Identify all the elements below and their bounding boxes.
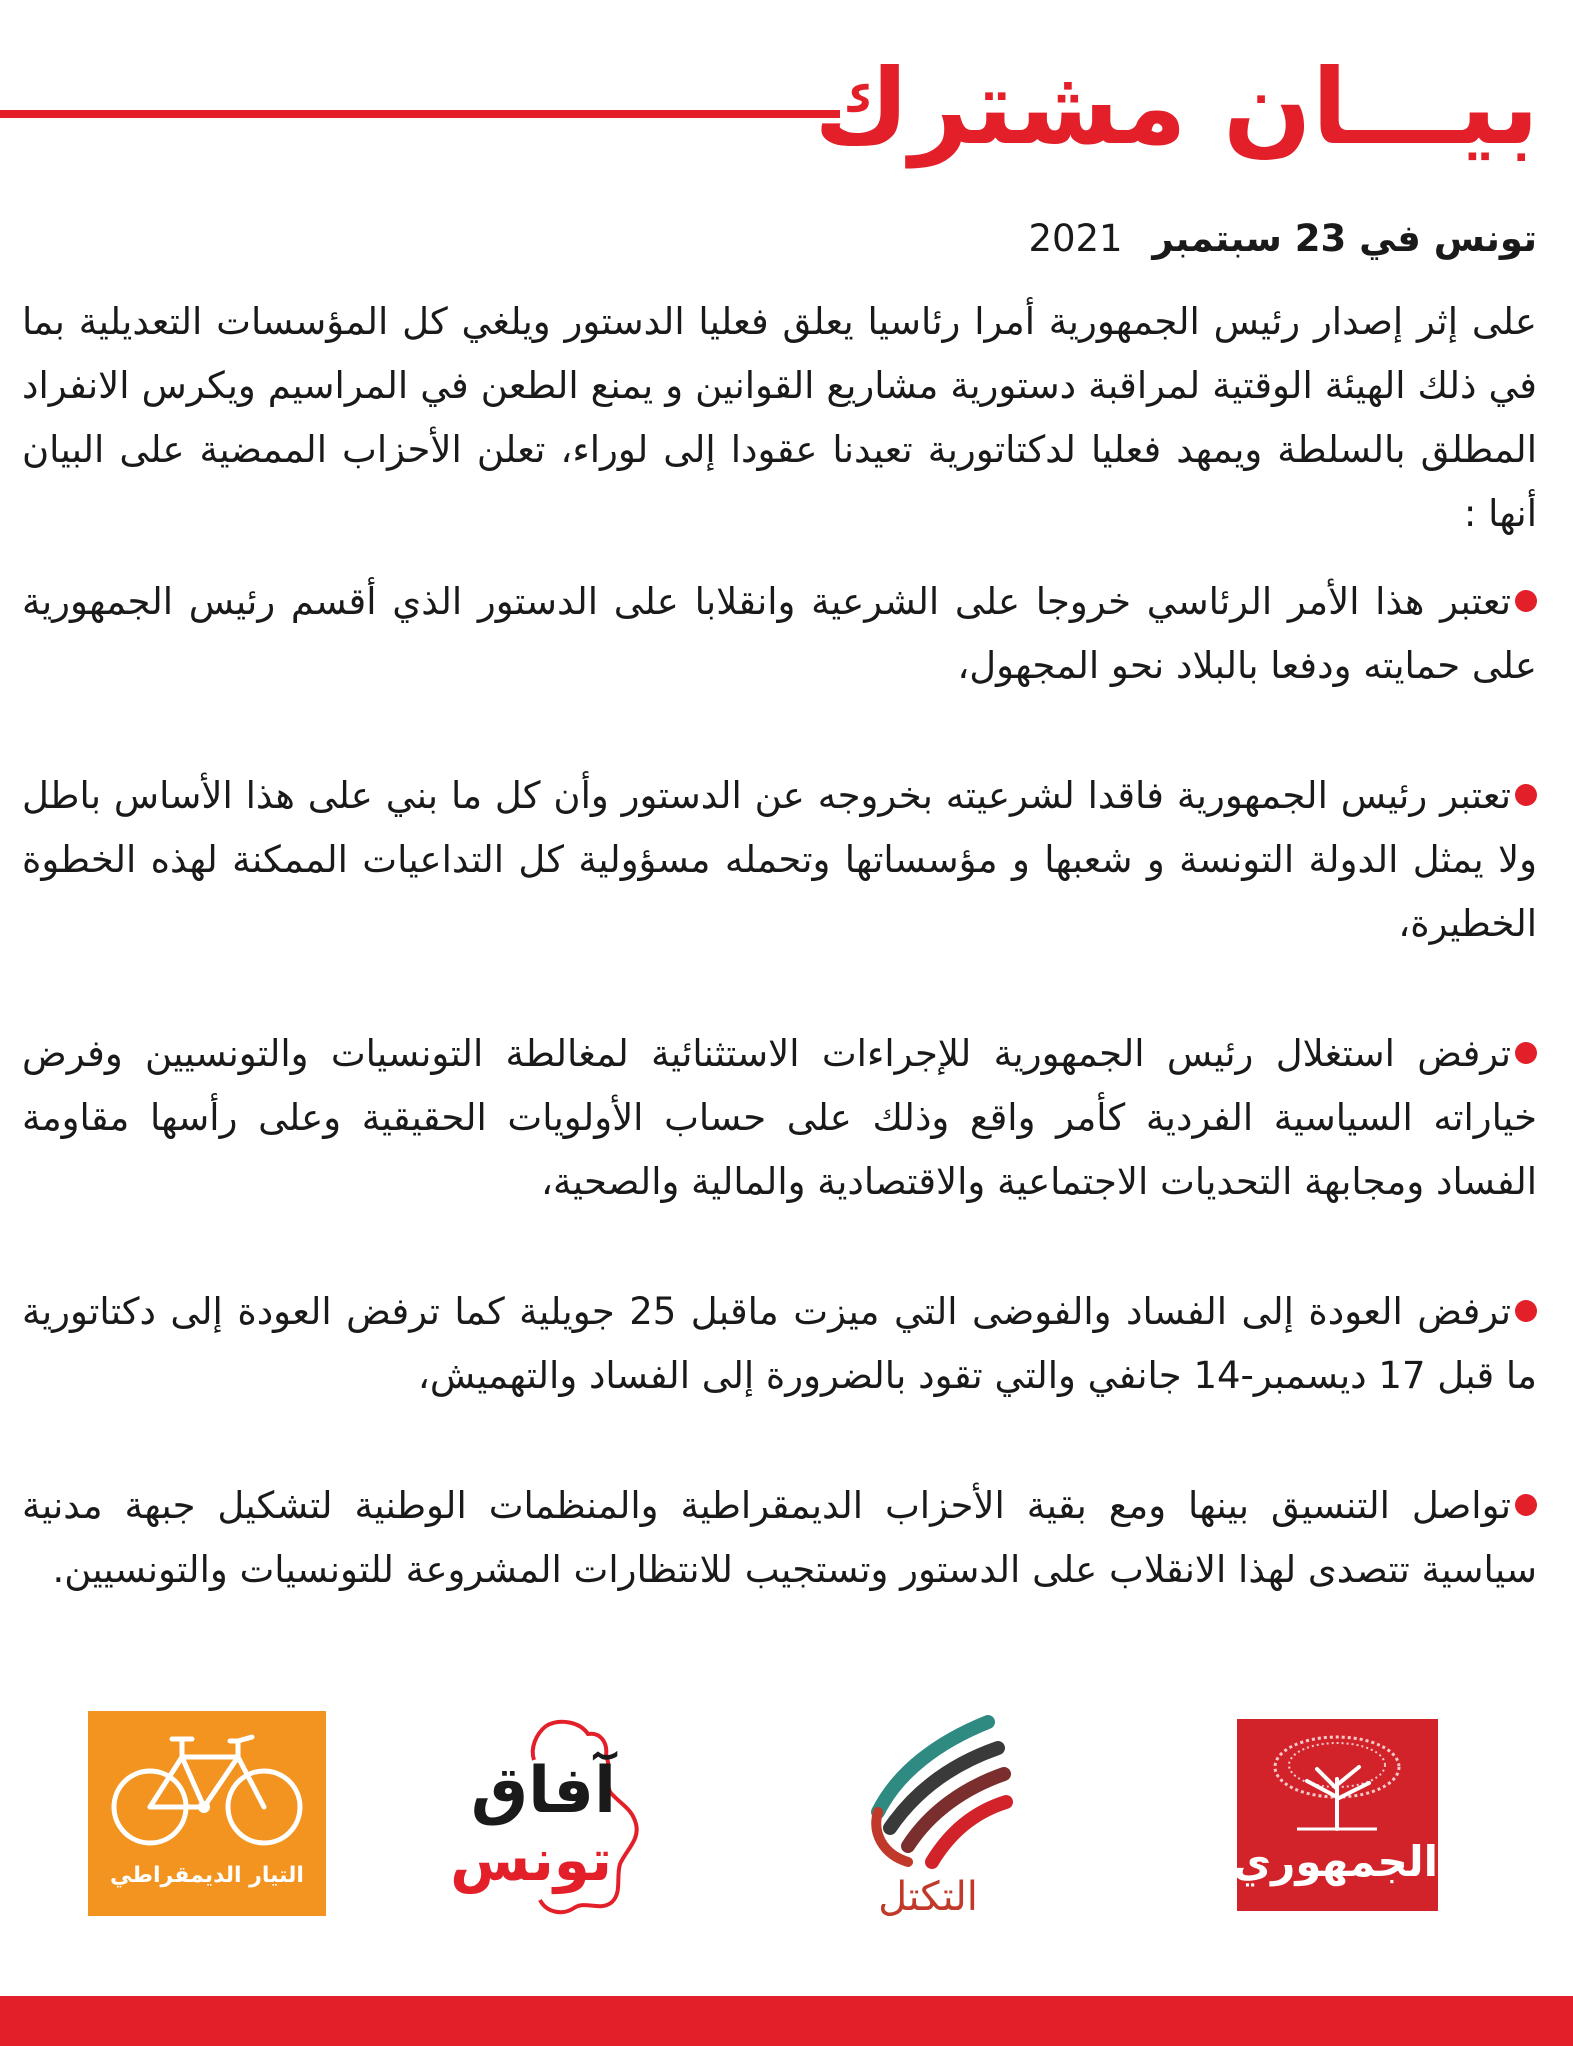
statement-point-text: ترفض العودة إلى الفساد والفوضى التي ميزت ماقبل 25 جويلية كما ترفض العودة إلى دكتاتورية ما قبل 17 ديسمبر-14 جانفي والتي تقود بالضرورة إلى الفساد والتهميش،: [22, 1290, 1537, 1397]
intro-paragraph: على إثر إصدار رئيس الجمهورية أمرا رئاسيا يعلق فعليا الدستور ويلغي كل المؤسسات التعديلية بما في ذلك الهيئة الوقتية لمراقبة دستورية مشاريع القوانين و يمنع الطعن في المراسيم ويكرس الانفراد المطلق بالسلطة ويمهد فعليا لدكتاتورية تعيدنا عقودا إلى لوراء، تعلن الأحزاب الممضية على البيان أنها :: [22, 300, 1537, 535]
afek-tounes-logo: [450, 1712, 660, 1927]
afek-logo-bottom-text: تونس: [450, 1826, 612, 1894]
joumhouri-logo: [1232, 1719, 1438, 1911]
bullet-icon: [1515, 1300, 1537, 1322]
statement-point: [22, 764, 1537, 956]
tayyar-logo-label: التيار الديمقراطي: [110, 1863, 304, 1888]
bullet-icon: [1515, 784, 1537, 806]
date-city-day: تونس في 23 سبتمبر: [1152, 217, 1537, 260]
statement-point: [22, 1022, 1537, 1214]
bullet-icon: [1515, 1042, 1537, 1064]
statement-point: [22, 1280, 1537, 1408]
ribbon-stripes-icon: [838, 1712, 1018, 1872]
afek-logo-top-text: آفاق: [470, 1754, 616, 1828]
tayyar-logo: [88, 1711, 326, 1916]
bicycle-icon: [108, 1729, 306, 1849]
statement-point: [22, 570, 1537, 698]
statement-point: [22, 1474, 1537, 1602]
date-year: 2021: [1028, 217, 1123, 260]
title-divider-line: [0, 110, 840, 118]
page-title: بيـــان مشترك: [814, 46, 1539, 168]
dateline: [1028, 212, 1537, 266]
tree-icon: [1237, 1719, 1438, 1839]
takattol-logo-label: التكتل: [878, 1874, 978, 1920]
bullet-icon: [1515, 590, 1537, 612]
takattol-logo: [838, 1712, 1018, 1932]
joumhouri-logo-label: الجمهوري: [1232, 1837, 1438, 1886]
statement-point-text: ترفض استغلال رئيس الجمهورية للإجراءات الاستثنائية لمغالطة التونسيات والتونسيين وفرض خياراته السياسية الفردية كأمر واقع وذلك على حساب الأولويات الحقيقية وعلى رأسها مقاومة الفساد ومجابهة التحديات الاجتماعية والاقتصادية والمالية والصحية،: [22, 1032, 1537, 1203]
bullet-icon: [1515, 1494, 1537, 1516]
statement-point-text: تعتبر رئيس الجمهورية فاقدا لشرعيته بخروجه عن الدستور وأن كل ما بني على هذا الأساس باطل ولا يمثل الدولة التونسة و شعبها و مؤسساتها وتحمله مسؤولية كل التداعيات الممكنة لهذه الخطوة الخطيرة،: [22, 774, 1537, 945]
statement-points: [22, 570, 1537, 1602]
statement-point-text: تواصل التنسيق بينها ومع بقية الأحزاب الديمقراطية والمنظمات الوطنية لتشكيل جبهة مدنية سياسية تتصدى لهذا الانقلاب على الدستور وتستجيب للانتظارات المشروعة للتونسيات والتونسيين.: [22, 1484, 1537, 1591]
statement-point-text: تعتبر هذا الأمر الرئاسي خروجا على الشرعية وانقلابا على الدستور الذي أقسم رئيس الجمهورية على حمايته ودفعا بالبلاد نحو المجهول،: [22, 580, 1537, 687]
bottom-bar: [0, 1996, 1573, 2046]
